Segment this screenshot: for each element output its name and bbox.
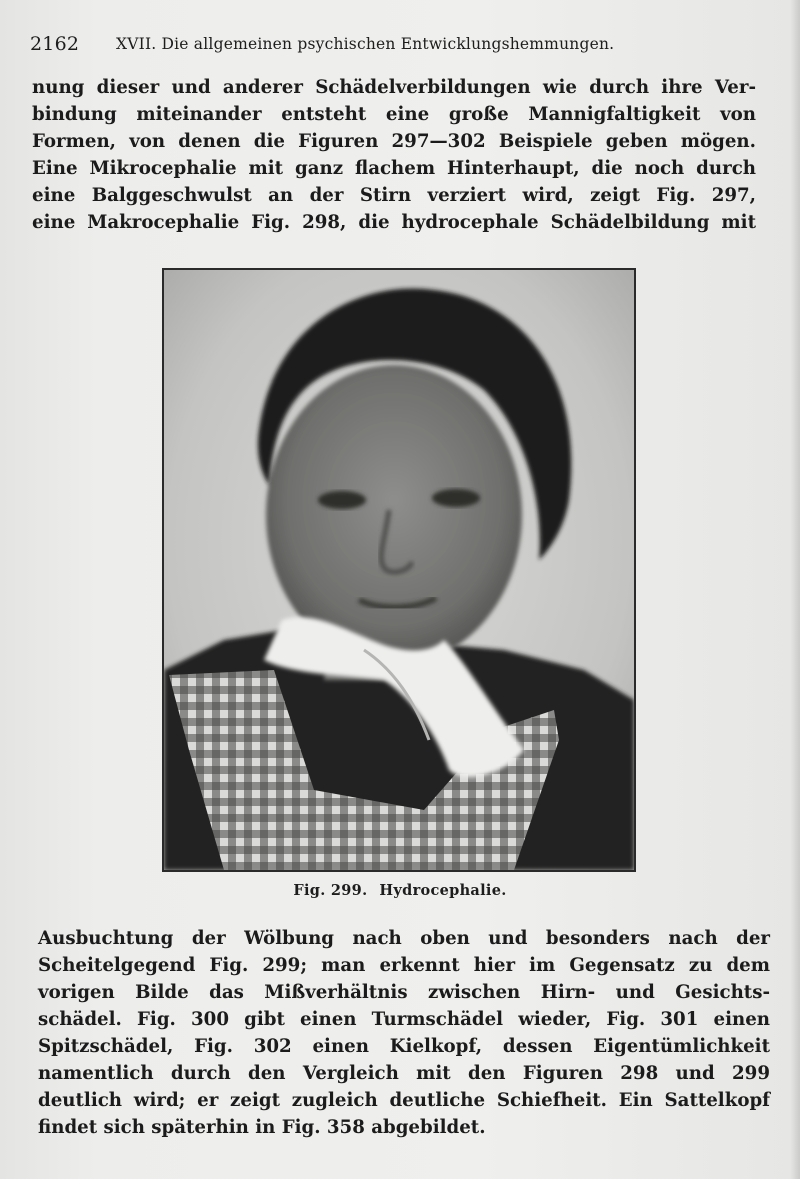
page-header xyxy=(30,33,770,57)
figure-label: Fig. 299. xyxy=(293,882,368,899)
text-line: eine Makrocephalie Fig. 298, die hydrocephale Schädelbildung mit xyxy=(32,212,756,233)
portrait-photo xyxy=(164,270,634,870)
text-line: Scheitelgegend Fig. 299; man erkennt hier im Gegensatz zu dem xyxy=(38,955,770,976)
paragraph-top xyxy=(32,74,756,236)
text-line: Ausbuchtung der Wölbung nach oben und besonders nach der xyxy=(38,928,770,949)
text-line: namentlich durch den Vergleich mit den Figuren 298 und 299 xyxy=(38,1063,770,1084)
figure-caption xyxy=(0,882,800,899)
text-line: eine Balggeschwulst an der Stirn verziert wird, zeigt Fig. 297, xyxy=(32,185,756,206)
text-line: findet sich späterhin in Fig. 358 abgebildet. xyxy=(38,1117,486,1138)
text-line: schädel. Fig. 300 gibt einen Turmschädel wieder, Fig. 301 einen xyxy=(38,1009,770,1030)
figure-title: Hydrocephalie. xyxy=(379,882,507,899)
text-line: vorigen Bilde das Mißverhältnis zwischen Hirn- und Gesichts- xyxy=(38,982,770,1003)
text-line: nung dieser und anderer Schädelverbildungen wie durch ihre Ver- xyxy=(32,77,756,98)
text-line: bindung miteinander entsteht eine große Mannigfaltigkeit von xyxy=(32,104,756,125)
figure-photograph xyxy=(162,268,636,872)
text-line: Eine Mikrocephalie mit ganz flachem Hinterhaupt, die noch durch xyxy=(32,158,756,179)
text-line: Formen, von denen die Figuren 297—302 Beispiele geben mögen. xyxy=(32,131,756,152)
page-edge-shadow xyxy=(790,0,800,1179)
paragraph-bottom xyxy=(38,925,770,1141)
text-line: deutlich wird; er zeigt zugleich deutliche Schiefheit. Ein Sattelkopf xyxy=(38,1090,770,1111)
running-head: XVII. Die allgemeinen psychischen Entwicklungshemmungen. xyxy=(116,35,615,53)
text-line: Spitzschädel, Fig. 302 einen Kielkopf, dessen Eigentümlichkeit xyxy=(38,1036,770,1057)
page-number: 2162 xyxy=(30,33,80,55)
